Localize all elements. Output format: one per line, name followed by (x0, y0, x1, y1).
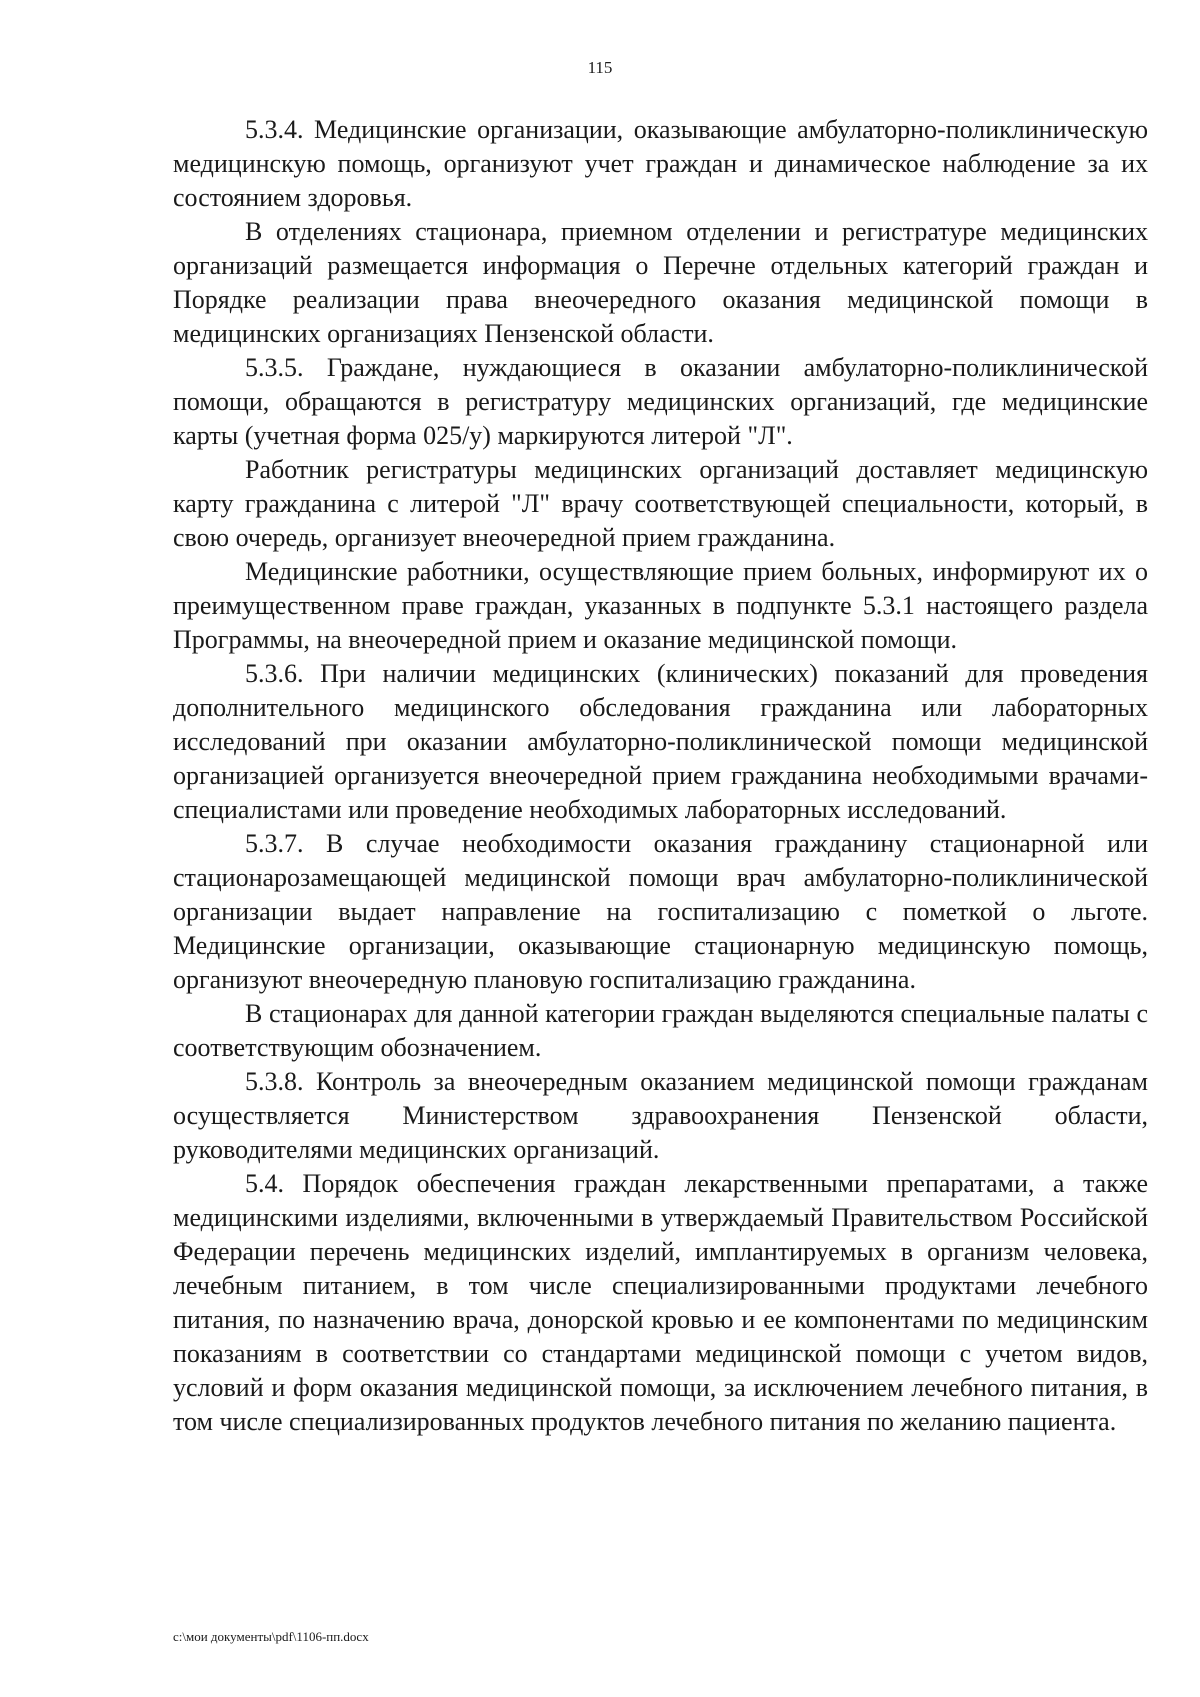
paragraph-information-placement: В отделениях стационара, приемном отделении и регистратуре медицинских организаций размещается информация о Перечне отдельных категорий граждан и Порядке реализации права внеочередного оказания медицинской помощи в медицинских организациях Пензенской области. (173, 217, 1148, 348)
paragraph-5-3-5: 5.3.5. Граждане, нуждающиеся в оказании амбулаторно-поликлинической помощи, обращаются в регистратуру медицинских организаций, где медицинские карты (учетная форма 025/у) маркируются литерой "Л". (173, 353, 1148, 450)
paragraph-special-wards: В стационарах для данной категории граждан выделяются специальные палаты с соответствующим обозначением. (173, 999, 1148, 1062)
paragraph-5-3-4: 5.3.4. Медицинские организации, оказывающие амбулаторно-поликлиническую медицинскую помощь, организуют учет граждан и динамическое наблюдение за их состоянием здоровья. (173, 115, 1148, 212)
paragraph-5-4: 5.4. Порядок обеспечения граждан лекарственными препаратами, а также медицинскими изделиями, включенными в утверждаемый Правительством Российской Федерации перечень медицинских изделий, имплантируемых в организм человека, лечебным питанием, в том числе специализированными продуктами лечебного питания, по назначению врача, донорской кровью и ее компонентами по медицинским показаниям в соответствии со стандартами медицинской помощи с учетом видов, условий и форм оказания медицинской помощи, за исключением лечебного питания, в том числе специализированных продуктов лечебного питания по желанию пациента. (173, 1169, 1148, 1436)
paragraph-5-3-6: 5.3.6. При наличии медицинских (клинических) показаний для проведения дополнительного медицинского обследования гражданина или лабораторных исследований при оказании амбулаторно-поликлинической помощи медицинской организацией организуется внеочередной прием гражданина необходимыми врачами-специалистами или проведение необходимых лабораторных исследований. (173, 659, 1148, 824)
paragraph-5-3-7: 5.3.7. В случае необходимости оказания гражданину стационарной или стационарозамещающей медицинской помощи врач амбулаторно-поликлинической организации выдает направление на госпитализацию с пометкой о льготе. Медицинские организации, оказывающие стационарную медицинскую помощь, организуют внеочередную плановую госпитализацию гражданина. (173, 829, 1148, 994)
footer-file-path: c:\мои документы\pdf\1106-пп.docx (173, 1629, 369, 1644)
paragraph-medical-workers-inform: Медицинские работники, осуществляющие прием больных, информируют их о преимущественном праве граждан, указанных в подпункте 5.3.1 настоящего раздела Программы, на внеочередной прием и оказание медицинской помощи. (173, 557, 1148, 654)
page-number: 115 (587, 58, 613, 77)
paragraph-5-3-8: 5.3.8. Контроль за внеочередным оказанием медицинской помощи гражданам осуществляется Министерством здравоохранения Пензенской области, руководителями медицинских организаций. (173, 1067, 1148, 1164)
document-body (173, 113, 1148, 1439)
paragraph-registry-worker: Работник регистратуры медицинских организаций доставляет медицинскую карту гражданина с литерой "Л" врачу соответствующей специальности, который, в свою очередь, организует внеочередной прием гражданина. (173, 455, 1148, 552)
